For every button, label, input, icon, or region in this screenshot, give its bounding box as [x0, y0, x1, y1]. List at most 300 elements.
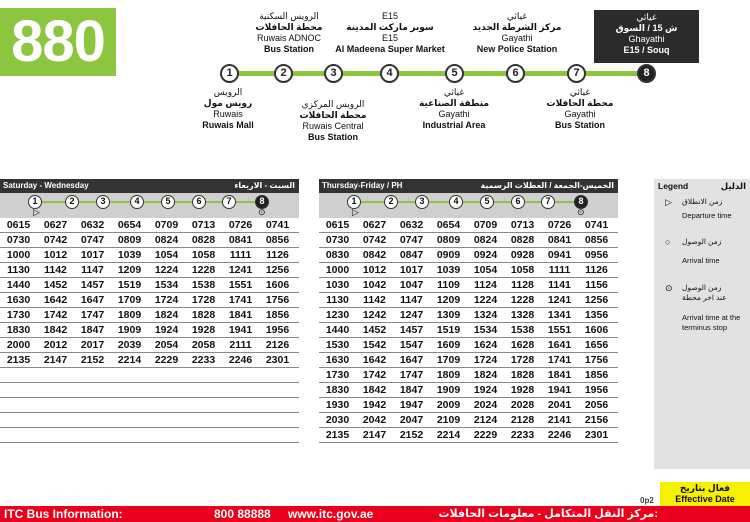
time-cell: [111, 383, 148, 397]
stop-6-ar-area: غياثي: [506, 11, 528, 21]
time-cell: 1341: [547, 309, 572, 321]
time-cell: 0627: [362, 219, 387, 231]
mini-stop-6: 6: [192, 195, 206, 209]
time-cell: 0824: [473, 234, 498, 246]
stop-1-en-name: Ruwais Mall: [202, 120, 254, 130]
time-cell: 1830: [6, 324, 31, 336]
time-cell: 2152: [399, 429, 424, 441]
time-cell: 1356: [584, 309, 609, 321]
time-cell: 2024: [473, 399, 498, 411]
time-cell: 0856: [265, 234, 290, 246]
time-cell: [148, 428, 185, 442]
time-cell: 1241: [228, 264, 253, 276]
table-row: [319, 233, 618, 248]
time-cell: [185, 368, 222, 382]
time-cell: 1224: [473, 294, 498, 306]
time-cell: [74, 413, 111, 427]
time-cell: 1039: [117, 249, 142, 261]
time-cell: 0627: [43, 219, 68, 231]
time-cell: 1828: [191, 309, 216, 321]
time-cell: 1842: [362, 384, 387, 396]
time-cell: [37, 413, 74, 427]
legend-terminus-ar: زمن الوصول: [682, 283, 722, 292]
table-row: [0, 353, 299, 368]
time-cell: 2058: [191, 339, 216, 351]
time-cell: 0632: [80, 219, 105, 231]
stop-circle-6: 6: [506, 64, 525, 83]
time-cell: [111, 398, 148, 412]
table-row: [319, 368, 618, 383]
mini-stop-1: 1: [347, 195, 361, 209]
time-cell: 0730: [325, 234, 350, 246]
table-row: [0, 278, 299, 293]
stop-1-ar-name: رويس مول: [203, 98, 253, 108]
stop-4-en-name: Al Madeena Super Market: [335, 44, 445, 54]
time-cell: [222, 383, 259, 397]
time-cell: 0847: [399, 249, 424, 261]
time-cell: 1628: [510, 339, 535, 351]
time-cell: 2111: [229, 339, 252, 351]
time-cell: 1328: [510, 309, 535, 321]
time-cell: 1824: [154, 309, 179, 321]
time-cell: [259, 383, 296, 397]
time-cell: 1609: [436, 339, 461, 351]
stop-3-en-area: Ruwais Central: [302, 121, 364, 131]
time-cell: 2246: [228, 354, 253, 366]
time-cell: 1730: [325, 369, 350, 381]
table-row: [0, 263, 299, 278]
time-cell: 0809: [436, 234, 461, 246]
time-cell: 0842: [362, 249, 387, 261]
time-cell: 1547: [399, 339, 424, 351]
stop-strip-right: [319, 193, 618, 218]
time-cell: 1000: [6, 249, 31, 261]
time-cell: 1941: [228, 324, 253, 336]
effective-date-en: Effective Date: [675, 494, 735, 504]
legend-arrival-en: Arrival time: [682, 256, 720, 265]
table-row: [319, 413, 618, 428]
time-cell: 1047: [399, 279, 424, 291]
time-cell: 1538: [510, 324, 535, 336]
time-cell: 0742: [362, 234, 387, 246]
time-cell: 2229: [473, 429, 498, 441]
time-cell: 1058: [191, 249, 216, 261]
table-row: [319, 338, 618, 353]
time-cell: [37, 383, 74, 397]
stop-2-en-area: Ruwais ADNOC: [256, 33, 321, 43]
mini-stop-2: 2: [65, 195, 79, 209]
time-cell: 1924: [473, 384, 498, 396]
time-cell: 1606: [584, 324, 609, 336]
table-row: [0, 413, 299, 428]
mini-stop-5: 5: [480, 195, 494, 209]
time-cell: 1230: [325, 309, 350, 321]
stop-8-en-area: Ghayathi: [628, 34, 665, 44]
time-cell: 1256: [265, 264, 290, 276]
legend-arrival-ar: زمن الوصول: [682, 237, 722, 246]
time-cell: 1309: [436, 309, 461, 321]
time-cell: 2030: [325, 414, 350, 426]
schedule-rows-right: [319, 218, 618, 443]
table-row: [0, 338, 299, 353]
time-cell: 1856: [265, 309, 290, 321]
time-cell: [185, 398, 222, 412]
time-cell: 2042: [362, 414, 387, 426]
time-cell: [111, 428, 148, 442]
time-cell: 1130: [7, 264, 30, 276]
time-cell: 1058: [510, 264, 535, 276]
table-row: [0, 233, 299, 248]
table-row: [319, 278, 618, 293]
time-cell: 2301: [265, 354, 290, 366]
time-cell: 1928: [510, 384, 535, 396]
time-cell: 1247: [399, 309, 424, 321]
time-cell: 1111: [229, 249, 252, 261]
time-cell: 1452: [43, 279, 68, 291]
time-cell: 1724: [473, 354, 498, 366]
panel-right-title-ar: الخميس-الجمعة / العطلات الرسمية: [480, 181, 614, 190]
time-cell: [74, 383, 111, 397]
mini-stop-3: 3: [96, 195, 110, 209]
time-cell: 0713: [510, 219, 535, 231]
legend-departure: [654, 197, 750, 227]
time-cell: 0747: [80, 234, 105, 246]
time-cell: 1042: [362, 279, 387, 291]
time-cell: 0709: [473, 219, 498, 231]
time-cell: 1824: [473, 369, 498, 381]
time-cell: 2214: [436, 429, 461, 441]
time-cell: 1141: [548, 279, 571, 291]
departure-triangle-icon: ▷: [352, 207, 359, 217]
time-cell: 1457: [399, 324, 424, 336]
time-cell: 1728: [510, 354, 535, 366]
time-cell: 1452: [362, 324, 387, 336]
legend-terminus: [654, 283, 750, 343]
time-cell: 2229: [154, 354, 179, 366]
time-cell: 0830: [325, 249, 350, 261]
stop-8-ar-name: ش 15 / السوق: [615, 23, 678, 33]
time-cell: [0, 413, 37, 427]
mini-stop-6: 6: [511, 195, 525, 209]
time-cell: 1642: [362, 354, 387, 366]
terminus-dot-circle-icon: ⊙: [258, 207, 266, 217]
time-cell: 1606: [265, 279, 290, 291]
time-cell: 1624: [473, 339, 498, 351]
time-cell: [0, 368, 37, 382]
time-cell: 1630: [325, 354, 350, 366]
time-cell: 1519: [117, 279, 142, 291]
time-cell: 0747: [399, 234, 424, 246]
legend-departure-ar: زمن الانطلاق: [682, 197, 723, 206]
footer-bar: [0, 506, 750, 522]
time-cell: 0741: [265, 219, 290, 231]
time-cell: 1538: [191, 279, 216, 291]
stop-6-ar-name: مركز الشرطة الجديد: [472, 22, 562, 32]
stop-circle-2: 2: [274, 64, 293, 83]
legend-departure-en: Departure time: [682, 211, 732, 220]
schedule-rows-left: [0, 218, 299, 443]
time-cell: [222, 413, 259, 427]
time-cell: 2156: [584, 414, 609, 426]
time-cell: [74, 398, 111, 412]
stop-7-ar-area: غياثي: [569, 87, 591, 97]
stop-circle-8: 8: [637, 64, 656, 83]
stop-5-ar-name: منطقة الصناعية: [418, 98, 490, 108]
time-cell: 1841: [547, 369, 572, 381]
time-cell: 1030: [325, 279, 350, 291]
time-cell: 1742: [43, 309, 68, 321]
stop-circle-1: 1: [220, 64, 239, 83]
time-cell: [148, 368, 185, 382]
time-cell: 1724: [154, 294, 179, 306]
mini-stop-4: 4: [130, 195, 144, 209]
time-cell: 1054: [473, 264, 498, 276]
time-cell: [0, 383, 37, 397]
time-cell: 1742: [362, 369, 387, 381]
timetable-thursday-friday-ph: [319, 179, 618, 443]
stop-5-en-area: Gayathi: [438, 109, 470, 119]
stop-4-en-area: E15: [381, 33, 398, 43]
time-cell: 2135: [325, 429, 350, 441]
time-cell: 1228: [510, 294, 535, 306]
table-row: [0, 248, 299, 263]
departure-triangle-icon: ▷: [33, 207, 40, 217]
time-cell: 1956: [265, 324, 290, 336]
stop-strip-left: [0, 193, 299, 218]
time-cell: 1457: [80, 279, 105, 291]
time-cell: 0809: [117, 234, 142, 246]
time-cell: 2126: [265, 339, 290, 351]
stop-3-ar-area: الرويس المركزي: [301, 99, 365, 109]
stop-5-en-name: Industrial Area: [422, 120, 486, 130]
time-cell: 1756: [584, 354, 609, 366]
time-cell: 1130: [326, 294, 349, 306]
mini-stop-8: 8: [574, 195, 588, 209]
time-cell: 2009: [436, 399, 461, 411]
time-cell: 2301: [584, 429, 609, 441]
time-cell: 2233: [191, 354, 216, 366]
time-cell: 2214: [117, 354, 142, 366]
time-cell: 1656: [584, 339, 609, 351]
time-cell: 0909: [436, 249, 461, 261]
table-row: [0, 308, 299, 323]
stop-7-en-area: Gayathi: [564, 109, 596, 119]
time-cell: 1242: [362, 309, 387, 321]
stop-label-1: [168, 87, 288, 131]
time-cell: 2141: [547, 414, 572, 426]
table-row: [0, 398, 299, 413]
time-cell: 1124: [474, 279, 497, 291]
time-cell: 1647: [399, 354, 424, 366]
time-cell: 1126: [266, 249, 289, 261]
effective-date-ar: فعال بتاريخ: [679, 483, 731, 493]
time-cell: 1054: [154, 249, 179, 261]
table-row: [319, 248, 618, 263]
time-cell: 0956: [584, 249, 609, 261]
time-cell: 1630: [6, 294, 31, 306]
time-cell: 1930: [325, 399, 350, 411]
time-cell: [259, 428, 296, 442]
time-cell: [185, 428, 222, 442]
time-cell: 0709: [154, 219, 179, 231]
mini-stop-1: 1: [28, 195, 42, 209]
time-cell: 0730: [6, 234, 31, 246]
time-cell: [37, 398, 74, 412]
time-cell: [0, 398, 37, 412]
arrival-circle-icon: ○: [665, 237, 671, 247]
stop-8-en-name: E15 / Souq: [623, 45, 670, 55]
mini-stop-8: 8: [255, 195, 269, 209]
stop-6-en-area: Gayathi: [501, 33, 533, 43]
stop-1-ar-area: الرويس: [213, 87, 243, 97]
time-cell: 2056: [584, 399, 609, 411]
stop-1-en-area: Ruwais: [213, 109, 243, 119]
time-cell: 1000: [325, 264, 350, 276]
time-cell: 1928: [191, 324, 216, 336]
time-cell: 1809: [117, 309, 142, 321]
time-cell: 1156: [585, 279, 608, 291]
time-cell: 1017: [80, 249, 105, 261]
panel-header-left: [0, 179, 299, 193]
terminus-dot-circle-icon: ⊙: [577, 207, 585, 217]
time-cell: 1519: [436, 324, 461, 336]
table-row: [319, 218, 618, 233]
time-cell: 2147: [43, 354, 68, 366]
stop-3-ar-name: محطة الحافلات: [299, 110, 367, 120]
time-cell: 1730: [6, 309, 31, 321]
stop-5-ar-area: غياثي: [443, 87, 465, 97]
time-cell: 0654: [117, 219, 142, 231]
footer-website-link[interactable]: www.itc.gov.ae: [288, 507, 374, 521]
table-row: [319, 428, 618, 443]
mini-stop-7: 7: [541, 195, 555, 209]
table-row: [319, 383, 618, 398]
time-cell: 0726: [547, 219, 572, 231]
stop-circle-7: 7: [567, 64, 586, 83]
mini-stop-2: 2: [384, 195, 398, 209]
time-cell: 0742: [43, 234, 68, 246]
time-cell: 2012: [43, 339, 68, 351]
stop-label-3: [273, 99, 393, 143]
time-cell: [74, 428, 111, 442]
time-cell: 2124: [473, 414, 498, 426]
time-cell: 0824: [154, 234, 179, 246]
time-cell: [111, 413, 148, 427]
time-cell: 1741: [547, 354, 572, 366]
mini-stop-7: 7: [222, 195, 236, 209]
stop-label-4: [325, 11, 455, 55]
time-cell: [222, 398, 259, 412]
time-cell: 1012: [43, 249, 68, 261]
time-cell: 1142: [363, 294, 386, 306]
time-cell: 2147: [362, 429, 387, 441]
time-cell: 2246: [547, 429, 572, 441]
footer-ar: مركز النقل المتكامل - معلومات الحافلات:: [438, 508, 658, 520]
panel-right-title-en: Thursday-Friday / PH: [322, 181, 403, 190]
time-cell: 0828: [510, 234, 535, 246]
footer-phone[interactable]: 800 88888: [214, 507, 271, 521]
time-cell: 0928: [510, 249, 535, 261]
timetable-saturday-wednesday: [0, 179, 299, 443]
table-row: [0, 368, 299, 383]
table-row: [319, 353, 618, 368]
stop-circle-4: 4: [380, 64, 399, 83]
table-row: [0, 323, 299, 338]
time-cell: [74, 368, 111, 382]
time-cell: 1111: [548, 264, 571, 276]
time-cell: 1641: [547, 339, 572, 351]
time-cell: 2047: [399, 414, 424, 426]
time-cell: 1012: [362, 264, 387, 276]
time-cell: 1126: [585, 264, 608, 276]
legend-title-ar: الدليل: [720, 181, 746, 191]
mini-stop-5: 5: [161, 195, 175, 209]
time-cell: 1109: [437, 279, 460, 291]
time-cell: [148, 413, 185, 427]
time-cell: 2017: [80, 339, 105, 351]
time-cell: 2041: [547, 399, 572, 411]
time-cell: 1017: [399, 264, 424, 276]
time-cell: 2109: [436, 414, 461, 426]
operator-code: 0p2: [640, 496, 654, 505]
time-cell: 1147: [400, 294, 423, 306]
time-cell: 1530: [325, 339, 350, 351]
time-cell: 1856: [584, 369, 609, 381]
time-cell: 1756: [265, 294, 290, 306]
time-cell: 0615: [325, 219, 350, 231]
time-cell: 1747: [80, 309, 105, 321]
legend-panel: [654, 179, 750, 469]
time-cell: 1440: [325, 324, 350, 336]
time-cell: 1039: [436, 264, 461, 276]
time-cell: 1947: [399, 399, 424, 411]
time-cell: 0841: [547, 234, 572, 246]
time-cell: 1209: [117, 264, 142, 276]
departure-triangle-icon: ▷: [665, 197, 672, 207]
stop-circle-5: 5: [445, 64, 464, 83]
time-cell: 1224: [154, 264, 179, 276]
time-cell: 2028: [510, 399, 535, 411]
table-row: [0, 293, 299, 308]
legend-header: [654, 179, 750, 193]
legend-arrival: [654, 237, 750, 267]
time-cell: 1551: [228, 279, 253, 291]
stop-4-ar-area: E15: [381, 11, 398, 21]
time-cell: 1128: [511, 279, 534, 291]
time-cell: 1828: [510, 369, 535, 381]
time-cell: [259, 413, 296, 427]
table-row: [319, 308, 618, 323]
time-cell: 0924: [473, 249, 498, 261]
time-cell: 2000: [6, 339, 31, 351]
time-cell: 1956: [584, 384, 609, 396]
time-cell: 1534: [473, 324, 498, 336]
time-cell: 1842: [43, 324, 68, 336]
time-cell: 1841: [228, 309, 253, 321]
time-cell: 0615: [6, 219, 31, 231]
time-cell: [259, 398, 296, 412]
table-row: [0, 428, 299, 443]
legend-title-en: Legend: [658, 181, 689, 191]
stop-2-en-name: Bus Station: [263, 44, 314, 54]
table-row: [319, 323, 618, 338]
time-cell: 1256: [584, 294, 609, 306]
time-cell: 0856: [584, 234, 609, 246]
terminus-dot-circle-icon: ⊙: [665, 283, 673, 293]
time-cell: [111, 368, 148, 382]
time-cell: 2233: [510, 429, 535, 441]
time-cell: 1941: [547, 384, 572, 396]
